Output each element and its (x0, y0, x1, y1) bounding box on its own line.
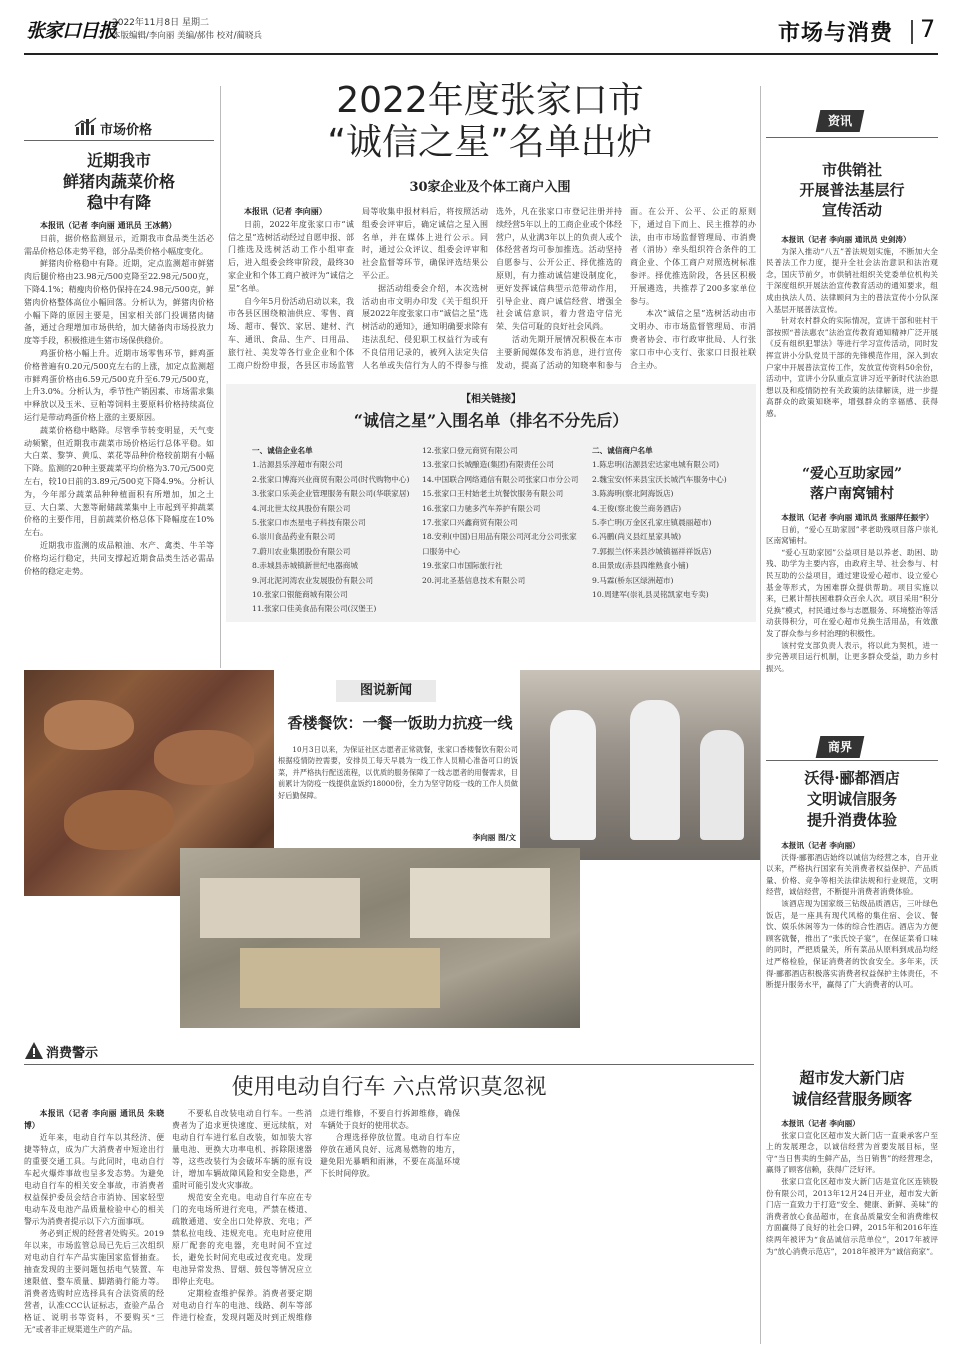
list-item: 8.田景成(赤县四维熟食小铺) (592, 561, 689, 571)
photo-news-headline: 香楼餐饮：一餐一饭助力抗疫一线 (287, 714, 513, 732)
paper-name-logo: 张家口日报 (26, 20, 117, 42)
list-item: 5.李亡明(万金区孔家庄镇晨丽超市) (592, 518, 712, 528)
masthead (0, 0, 960, 58)
list-item: 2.张家口博海兴业商贸有限公司(时代购物中心) (252, 474, 410, 484)
market-column-label: 市场价格 (100, 123, 153, 138)
shop-article-body: 本报讯（记者 李向丽） 沃得·郦都酒店始终以诚信为经营之本，自开业以来，严格执行国家有关消费者权益保护、产品质量、价格、竞争等相关法律法规和行业规范，文明经营，诚信经营，不断提升消费者消费体验。 该酒店现为国家级三钻级品质酒店，三叶绿色饭店，是一座具有现代风格的集住宿、会议、餐饮、娱乐休闲等为一体的综合性酒店。酒店为方便顾客就餐，推出了“张氏饺子宴”，在保证菜肴口味的同时，严把质量关，所有菜品从原料到成品均经过严格检验，保证消费者的饮食安全。多年来，沃得·郦都酒店积极落实消费者权益保护主体责任，不断提升服务水平，赢得了广大消费者的认可。 (766, 841, 938, 990)
lead-article-body: 本报讯（记者 李向丽） 日前，2022年度张家口市“诚信之星”选树活动经过自愿申报、部门推选及选树活动工作小组审查后，进入组委会终审阶段，最终30家企业和个体工商户被评为“诚信之星”名单。 自今年5月份活动启动以来，我市各县区围绕粮油供应、零售、商场、超市、餐饮、家居、建材、汽车、通讯、食品、生产、日用品、旅行社、美发等各行业企业和个体工商户纷纷申报，各县区市场监管局等收集申报材料后，将按照活动组委会评审后，确定诚信之星入围名单，并在媒体上进行公示。同时，通过公众评议、组委会评审和社会监督等环节，确保评选结果公平公正。 据活动组委会介绍，本次选树活动由市文明办印发《关于组织开展2022年度张家口市“诚信之星”选树活动的通知》，通知明确要求除有违法乱纪、侵犯职工权益行为或有不良信用记录的，被列入法定失信人名单或失信行为人的不得参与推选外，凡在张家口市登记注册并持续经营5年以上的工商企业或个体经营户，从业满3年以上的负责人或个体经营者均可参加推选。活动坚持自愿参与、公开公正、择优推选的原则，有力推动诚信建设制度化，更好发挥诚信典型示范带动作用，引导企业、商户诚信经营、增强全社会诚信意识，着力营造守信光荣、失信可耻的良好社会风尚。 活动先期开展情况积极在本市主要新闻媒体发布消息，进行宣传发动，提高了活动的知晓率和参与面。在公开、公平、公正的原则下，通过自下而上、民主推荐的办法，由市市场监督管理局、市消费者（消协）牵头组织符合条件的工商企业、个体工商户对照选树标准参评。择优推选阶段，各县区积极开展遴选，共推荐了200多家单位参与。 本次“诚信之星”选树活动由市文明办、市市场监督管理局、市消费者协会、市行政审批局、人行张家口市中心支行、张家口日报社联合主办。 (228, 207, 756, 370)
charity-byline: 本报讯（记者 李向丽 通讯员 张丽萍任振宇） (781, 513, 934, 522)
list-item: 3.陈海明(察北阿海饭店) (592, 489, 674, 499)
editor-line: 本版编辑/李向丽 美编/郝伟 校对/蔺晓兵 (112, 31, 262, 41)
list-item: 20.河北圣基信息技术有限公司 (422, 575, 526, 585)
lead-subhead: 30家企业及个体工商户入围 (409, 180, 571, 195)
list-heading-enterprises: 一、诚信企业名单 (252, 446, 313, 455)
left-column-divider (220, 86, 221, 668)
supermarket-article-body: 本报讯（记者 李向丽） 张家口宣化区超市发大新门店一直秉承客户至上的发展理念，以诚信经营为首要发展目标，坚守“当日售卖的生鲜产品，当日销售”的经营理念，赢得了顾客信赖，获得广泛好评。 张家口宣化区超市发大新门店是宣化区连锁股份有限公司，2013年12月24日开业，超市发大新门店一直致力于打造“安全、健康、新鲜、美味”的消费者放心食品超市，在食品质量安全和消费维权方面赢得了良好的社会口碑，2015年和2016年连续两年被评为“食品诚信示范单位”，2017年被评为“放心消费示范店”，2018年被评为“诚信商家”。 (766, 1119, 938, 1256)
photo-credit: 李向丽 图/文 (472, 833, 516, 842)
photo-news-tag-label: 图说新闻 (359, 683, 412, 698)
lead-headline-line1: 2022年度张家口市 (336, 80, 644, 121)
list-item: 10.周建军(崇礼县灵铭凯家电专卖) (592, 590, 709, 600)
shop-tag-label: 商界 (827, 740, 852, 754)
list-item: 6.崇川食品药业有限公司 (252, 532, 336, 542)
photo-caption-box (276, 740, 520, 846)
photo-caption: 10月3日以来，为保证社区志愿者正常就餐，张家口香楼餐饮有限公司根据疫情防控需要，安排员工每天早晨为一线工作人员精心准备可口的饭菜，并严格执行配送流程，以优质的服务保障了一线志愿者的用餐需求，目前累计为防疫一线提供盒饭约18000份，全力为坚守防疫一线的工作人员做好后勤保障。 (278, 745, 518, 800)
warning-column-tag (24, 1040, 124, 1062)
warning-byline: 本报讯（记者 李向丽 通讯员 朱晓博） (24, 1109, 164, 1130)
list-column-1 (252, 444, 414, 616)
date-line: 2022年11月8日 星期二 (112, 18, 209, 28)
list-column-3 (592, 444, 752, 616)
supermarket-headline: 超市发大新门店 诚信经营服务顾客 (791, 1069, 912, 1108)
list-item: 1.陈忠明(沽源县宏达家电城有限公司) (592, 460, 720, 470)
market-byline: 本报讯（记者 李向丽 通讯员 王冰鹤） (40, 221, 177, 230)
list-box (226, 384, 756, 622)
news-article-body: 本报讯（记者 李向丽 通讯员 史剑涛） 为深入推动“八五”普法规划实施，不断加大全民普法工作力度，提升全社会法治意识和法治观念，国庆节前夕，市供销社组织关党委单位机构关于深度组织开展法治宣传教育活动的通知要求，组成由执法人员、法律顾问为主的普法宣传小分队深入基层开展普法宣传。 针对农村群众的实际情况，宣讲干部和驻村干部按照“普法惠农”法治宣传教育通知精神广泛开展《反有组织犯罪法》等进行学习宣传活动，同时发挥宣讲小分队党员干部的先锋模范作用，深入到农户家中开展普法宣传工作，发放宣传资料50余份，活动中，宣讲小分队重点宣讲习近平新时代法治思想以及和疫情防控有关政策的法律解读，进一步提高群众的政策知晓率，增强群众的幸福感、获得感。 (766, 235, 938, 418)
market-article-body: 本报讯（记者 李向丽 通讯员 王冰鹤） 日前，据价格监测显示，近期我市食品类生活必需品价格总体走势平稳，部分品类价格小幅度变化。 鲜猪肉价格稳中有降。近期，定点监测超市鲜猪肉后腿价格由23.98元/500克降至22.98元/500克，下降4.1%；精瘦肉价格仍保持在24.98元/500克，鲜猪肉价格整体高位小幅回落。分析认为，鲜猪肉价格小幅下降的原因主要是，国家相关部门投调猪肉储备，通过合理增加市场供给，加大储备肉市场投放力度等手段，积极推进生猪市场保供稳价。 鸡蛋价格小幅上升。近期市场零售环节，鲜鸡蛋价格普遍有0.20元/500克左右的上涨，加定点监测超市鲜鸡蛋价格由6.59元/500克升至6.79元/500克，上升3.0%。分析认为，季节性产销因素、市场需求集中释放以及玉米、豆粕等饲料主要原料价格持续高位运行是带动鸡蛋价格上涨的主要原因。 蔬菜价格稳中略降。尽管季节转变明显，天气变动频繁，但近期我市蔬菜市场价格运行总体平稳。如大白菜、黎笋、黄瓜、菜花等品种价格较前期有小幅下降。监测的20种主要蔬菜平均价格为3.70元/500克左右，较10日前的3.89元/500克下降4.9%。分析认为，今年部分蔬菜品种种植面积有所增加，加之土豆、大白菜、大葱等耐储蔬菜集中上市起到平抑蔬菜价格的主要作用，目前蔬菜价格总体下降幅度在10%左右。 近期我市监测的成品粮油、水产、禽类、牛羊等价格均运行稳定，共同支撑起近期食品类生活必需品价格的稳定走势。 (24, 221, 214, 576)
list-item: 7.蔚川农业集团股份有限公司 (252, 546, 351, 556)
charity-article-body: 本报讯（记者 李向丽 通讯员 张丽萍任振宇） 日前，“爱心互助家园”孝老助残项目落户崇礼区南窝铺村。 “爱心互助家园”公益项目是以养老、助困、助残、助学为主要内容，由政府主导、社会参与、村民互助的公益项目，通过建设爱心超市、设立爱心基金等形式，为困难群众提供帮助。项目实施以来，已累计帮扶困难群众百余人次。项目采用“积分兑换”模式，村民通过参与志愿服务、环境整治等活动获得积分，可在爱心超市兑换生活用品，有效激发了群众参与乡村治理的积极性。 该村党支部负责人表示，将以此为契机，进一步完善项目运行机制，让更多群众受益，助力乡村振兴。 (766, 513, 938, 673)
list-item: 9.河北泥河湾农业发展股份有限公司 (252, 575, 374, 585)
list-item: 4.王俊(察北俊兰商务酒店) (592, 503, 682, 513)
warning-column-label: 消费警示 (46, 1046, 99, 1061)
supermarket-byline: 本报讯（记者 李向丽） (781, 1119, 860, 1128)
charity-headline: “爱心互助家园” 落户南窝铺村 (801, 466, 903, 502)
warning-article-body: 本报讯（记者 李向丽 通讯员 朱晓博） 近年来，电动自行车以其经济、便捷等特点，成为广大消费者中短途出行的重要交通工具。与此同时，电动自行车起火爆炸事故也呈多发态势。为避免电动自行车的相关安全事故，市消费者权益保护委员会结合市消协、国家轻型电动车及电池产品质量检验中心的相关警示为消费者提示以下六方面事项。 务必到正规的经营者处购买。2019年以来，市场监管总局已先后三次组织对电动自行车产品实施国家监督抽查。抽查发现的主要问题包括电气装置、车速限值、整车质量、脚踏骑行能力等。消费者选购时应选择具有合法资质的经营者，认准CCC认证标志，查验产品合格证、说明书等资料，不要购买“三无”或者非正规渠道生产的产品。 不要私自改装电动自行车。一些消费者为了追求更快速度、更远续航，对电动自行车进行私自改装，如加装大容量电池、更换大功率电机、拆除限速器等，这些改装行为会破坏车辆的原有设计，增加车辆故障风险和安全隐患，严重时可能引发火灾事故。 规范安全充电。电动自行车应在专门的充电场所进行充电，严禁在楼道、疏散通道、安全出口处停放、充电；严禁私拉电线、违规充电。充电时应使用原厂配套的充电器，充电时间不宜过长，避免长时间充电或过夜充电。发现电池异常发热、冒烟、鼓包等情况应立即停止充电。 定期检查维护保养。消费者要定期对电动自行车的电池、线路、刹车等部件进行检查，发现问题及时到正规维修点进行维修，不要自行拆卸维修，确保车辆处于良好的使用状态。 合理选择停放位置。电动自行车应停放在通风良好、远离易燃物的地方，避免阳光暴晒和雨淋，不要在高温环境下长时间停放。 (24, 1109, 460, 1334)
page-number-divider (911, 20, 913, 44)
list-item: 9.马霖(桥东区绿洲超市) (592, 575, 674, 585)
news-byline: 本报讯（记者 李向丽 通讯员 史剑涛） (781, 235, 911, 244)
photo-volunteers (520, 670, 760, 860)
list-item: 13.张家口长城酿造(集团)有限责任公司 (422, 460, 554, 470)
market-headline: 近期我市 鲜猪肉蔬菜价格 稳中有降 (62, 151, 175, 212)
list-item: 7.郭振兰(怀来县沙城镇福祥祥饭店) (592, 546, 712, 556)
photo-news-tag (336, 680, 436, 702)
list-item: 10.张家口银能商城有限公司 (252, 590, 348, 600)
right-column-divider (760, 86, 761, 1344)
list-item: 4.河北世太纹具股份有限公司 (252, 503, 351, 513)
list-item: 16.张家口力驰多汽车养护有限公司 (422, 503, 541, 513)
shop-byline: 本报讯（记者 李向丽） (781, 841, 860, 850)
warning-tag-rule (24, 1064, 754, 1065)
list-column-2 (422, 444, 582, 616)
lead-headline-line2: “诚信之星”名单出炉 (327, 122, 653, 163)
shop-headline: 沃得·郦都酒店 文明诚信服务 提升消费体验 (804, 769, 900, 829)
page-title: 市场与消费 (778, 21, 894, 46)
list-tag: 【相关链接】 (461, 394, 521, 405)
warning-headline: 使用电动自行车 六点常识莫忽视 (231, 1075, 547, 1100)
photo-meal-boxes (180, 848, 580, 1028)
list-item: 19.张家口市国际旅行社 (422, 561, 503, 571)
shop-tag (816, 736, 865, 758)
list-item: 1.沽源县乐淳超市有限公司 (252, 460, 343, 470)
list-item: 18.安利(中国)日用品有限公司河北分公司张家口服务中心 (422, 532, 577, 556)
news-tag (816, 110, 865, 132)
list-heading-merchants: 二、诚信商户名单 (592, 446, 653, 455)
news-tag-label: 资讯 (827, 114, 852, 128)
list-item: 8.赤城县赤城镇新世纪电器商城 (252, 561, 358, 571)
list-item: 17.张家口兴鑫商贸有限公司 (422, 518, 518, 528)
market-column-tag (74, 116, 168, 138)
lead-byline: 本报讯（记者 李向丽） (244, 207, 327, 216)
page-number: 7 (920, 15, 936, 43)
warning-column-icon (24, 1041, 44, 1061)
list-item: 11.张家口佳美食品有限公司(汉堡王) (252, 604, 377, 614)
list-item: 3.张家口乐美企业管理服务有限公司(华联家居) (252, 489, 410, 499)
list-item: 12.张家口登元商贸有限公司 (422, 446, 518, 455)
market-tag-rule (24, 140, 214, 141)
shop-tag-rule (766, 760, 938, 761)
list-item: 6.冯鹏(尚义县红星家具城) (592, 532, 682, 542)
list-item: 5.张家口市杰星电子科技有限公司 (252, 518, 366, 528)
list-item: 15.张家口王村始老土坑餐饮服务有限公司 (422, 489, 564, 499)
list-title: “诚信之星”入围名单（排名不分先后） (353, 411, 629, 430)
masthead-rule (24, 53, 938, 55)
list-item: 14.中国联合网络通信有限公司张家口市分公司 (422, 474, 579, 484)
lead-headline (226, 80, 754, 164)
news-tag-rule (766, 137, 938, 138)
list-item: 2.魏宝安(怀来县宝沃长城汽车服务中心) (592, 474, 727, 484)
market-column-icon (74, 116, 102, 136)
news-headline: 市供销社 开展普法基层行 宣传活动 (799, 161, 905, 219)
